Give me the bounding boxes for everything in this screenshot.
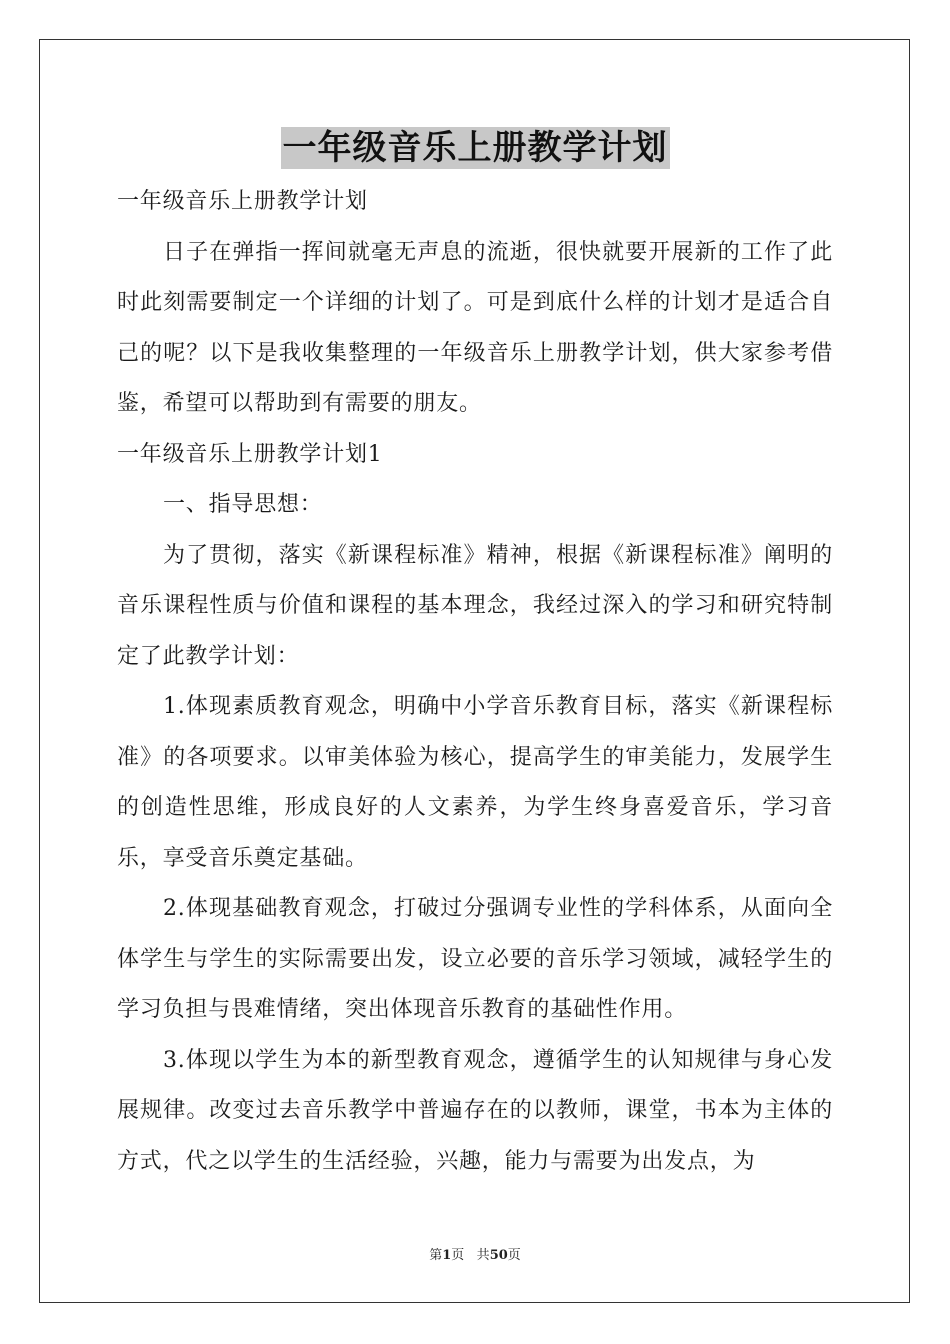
document-title — [0, 127, 950, 169]
page-number: 1 — [442, 1248, 452, 1263]
total-suffix: 页 — [507, 1248, 521, 1263]
body-paragraph: 为了贯彻，落实《新课程标准》精神，根据《新课程标准》阐明的音乐课程性质与价值和课程的基本理念，我经过深入的学习和研究特制定了此教学计划： — [117, 542, 833, 669]
section-heading: 一年级音乐上册教学计划1 — [117, 441, 383, 467]
total-pages: 50 — [489, 1248, 508, 1263]
document-body — [117, 177, 833, 1187]
total-prefix: 共 — [476, 1248, 490, 1263]
page-prefix: 第 — [429, 1248, 443, 1263]
document-title-text: 一年级音乐上册教学计划 — [282, 128, 668, 168]
page-footer — [0, 1247, 950, 1265]
body-paragraph: 2.体现基础教育观念，打破过分强调专业性的学科体系，从面向全体学生与学生的实际需要出发，设立必要的音乐学习领域，减轻学生的学习负担与畏难情绪，突出体现音乐教育的基础性作用。 — [117, 896, 833, 1022]
guiding-thought-heading: 一、指导思想： — [163, 492, 323, 517]
body-paragraph: 1.体现素质教育观念，明确中小学音乐教育目标，落实《新课程标准》的各项要求。以审美体验为核心，提高学生的审美能力，发展学生的创造性思维，形成良好的人文素养，为学生终身喜爱音乐，学习音乐，享受音乐奠定基础。 — [117, 694, 833, 871]
page-suffix: 页 — [451, 1248, 465, 1263]
intro-paragraph: 日子在弹指一挥间就毫无声息的流逝，很快就要开展新的工作了此时此刻需要制定一个详细的计划了。可是到底什么样的计划才是适合自己的呢？以下是我收集整理的一年级音乐上册教学计划，供大家参考借鉴，希望可以帮助到有需要的朋友。 — [117, 239, 833, 416]
subtitle-paragraph: 一年级音乐上册教学计划 — [117, 189, 368, 214]
body-paragraph: 3.体现以学生为本的新型教育观念，遵循学生的认知规律与身心发展规律。改变过去音乐教学中普遍存在的以教师，课堂，书本为主体的方式，代之以学生的生活经验，兴趣，能力与需要为出发点，为 — [117, 1047, 833, 1174]
